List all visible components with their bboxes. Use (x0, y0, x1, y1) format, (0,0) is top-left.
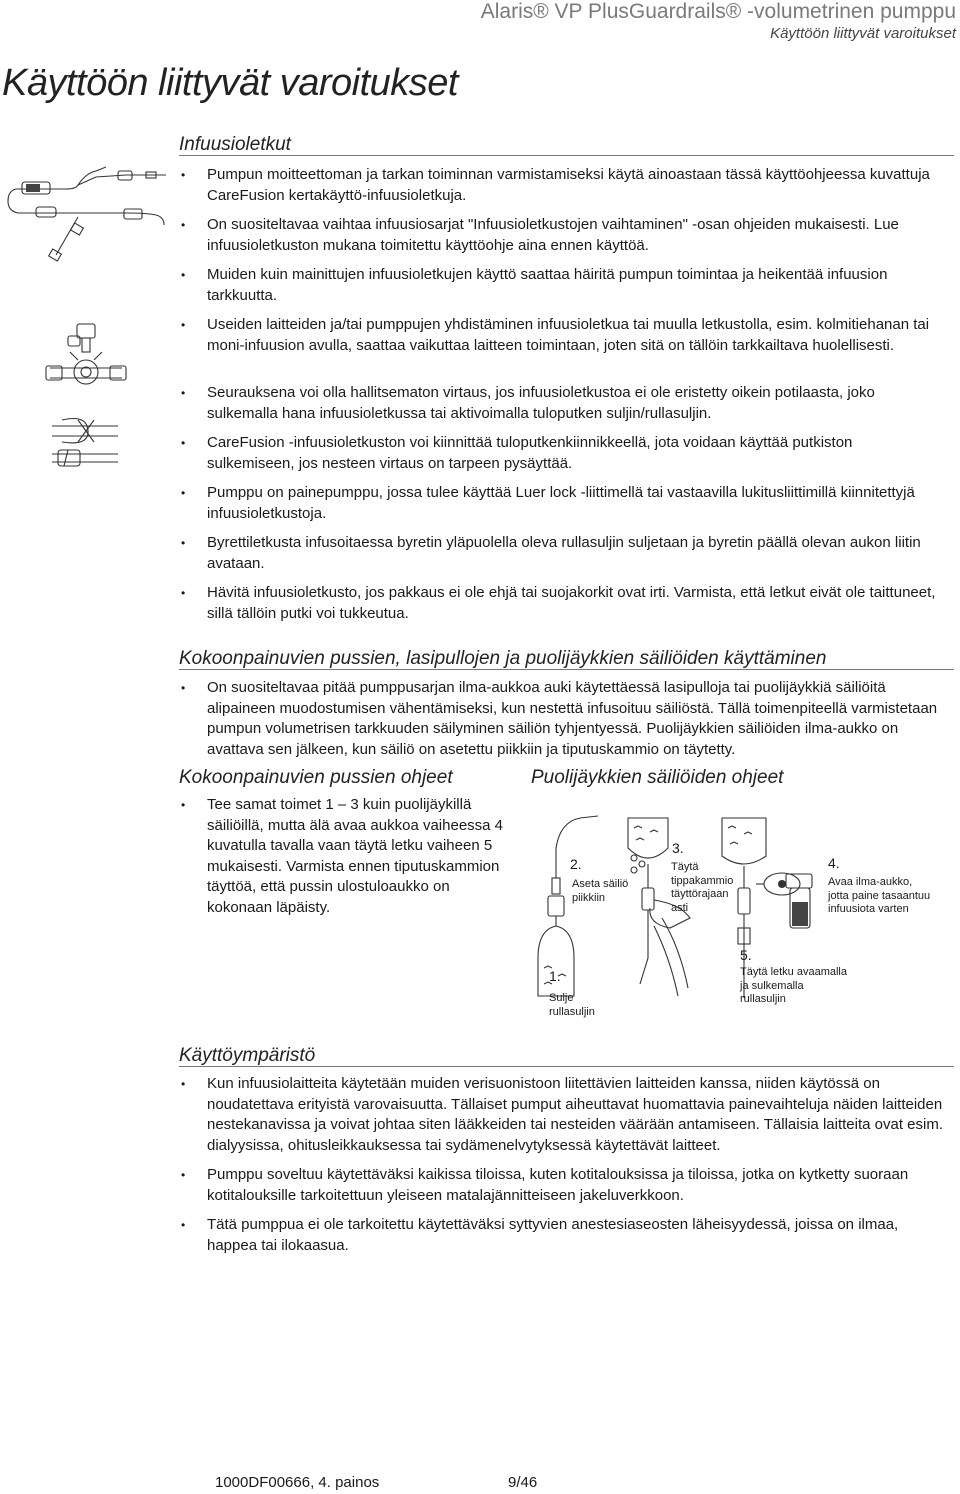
list-item: • Pumppu on painepumppu, jossa tulee käyttää Luer lock -liittimellä tai vastaavilla lukitusliittimillä kiinnitettyjä infuusioletkustoja. (179, 483, 944, 524)
clamp-illustration (48, 412, 124, 470)
list-item: • Tätä pumppua ei ole tarkoitettu käytettäväksi syttyvien anestesiaseosten läheisyydessä, joissa on ilmaa, happea tai ilokaasua. (179, 1215, 944, 1256)
footer-doc-id: 1000DF00666, 4. painos (215, 1474, 380, 1491)
header-section-title: Käyttöön liittyvät varoitukset (770, 25, 956, 42)
footer-page-number: 9/46 (508, 1474, 538, 1491)
page-title: Käyttöön liittyvät varoitukset (2, 62, 458, 104)
list-item: • Tee samat toimet 1 – 3 kuin puolijäykillä säiliöillä, mutta älä avaa aukkoa vaiheessa 4 kuvatulla tavalla vaan täytä letku vaiheen 5 mukaisesti. Varmista ennen tiputuskammion täyttöä, että pussin ulostuloaukko on kokonaan läpäisty. (179, 795, 509, 918)
environment-list (179, 1074, 944, 1256)
list-item: • On suositeltavaa pitää pumppusarjan ilma-aukkoa auki käytettäessä lasipulloja tai puolijäykkiä säiliöitä alipaineen muodostumisen vähentämiseksi, kun nestettä infusoituu säiliöstä. Tällä toimenpiteellä varmistetaan pumpun volumetrisen tarkkuuden säilyminen säiliön tyhjentyessä. Puolijäykkien säiliöiden ilma-aukko on avattava sen jälkeen, kun säiliö on asetettu piikkiin ja tiputuskammio on täytetty. (179, 678, 944, 760)
stopcock-illustration (44, 322, 130, 388)
list-item: • Useiden laitteiden ja/tai pumppujen yhdistäminen infuusioletkua tai muulla letkustolla, esim. kolmitiehanan tai moni-infuusion avulla, saattaa vaikuttaa laitteen toimintaan, joten sitä on tällöin tarkkailtava huolellisesti. (179, 315, 944, 356)
section-divider (179, 1066, 954, 1067)
list-item: • Pumpun moitteettoman ja tarkan toiminnan varmistamiseksi käytä ainoastaan tässä käyttöohjeessa kuvattuja CareFusion kertakäyttö-infuusioletkuja. (179, 165, 944, 206)
step-number: 2. (570, 856, 582, 872)
step-caption: Sulje rullasuljin (549, 992, 595, 1018)
step-caption: Aseta säiliö piikkiin (572, 878, 629, 904)
containers-list (179, 678, 944, 760)
bags-heading: Kokoonpainuvien pussien ohjeet (179, 767, 453, 788)
containers-heading: Kokoonpainuvien pussien, lasipullojen ja puolijäykkien säiliöiden käyttäminen (179, 648, 827, 669)
step-caption: Täytä letku avaamalla ja sulkemalla rullasuljin (740, 966, 847, 1005)
list-item: • Seurauksena voi olla hallitsematon virtaus, jos infuusioletkustoa ei ole eristetty oikein potilaasta, joko sulkemalla hana infuusioletkussa tai aktivoimalla tuloputken suljin/rullasuljin. (179, 383, 944, 424)
step-number: 5. (740, 947, 752, 963)
list-item: • CareFusion -infuusioletkuston voi kiinnittää tuloputkenkiinnikkeellä, jota voidaan käyttää putkiston sulkemiseen, jos nesteen virtaus on tarpeen pysäyttää. (179, 433, 944, 474)
list-item: • Kun infuusiolaitteita käytetään muiden verisuonistoon liitettävien laitteiden kanssa, niiden käytössä on noudatettava erityistä varovaisuutta. Tällaiset pumput aiheuttavat huomattavia painevaihteluja näiden laitteiden nestekanavissa ja voivat johtaa siten lääkkeiden tai nesteiden väärään antamiseen. Tällaisia laitteita ovat esim. dialyysissa, ohitusleikkauksessa tai sydämenelvytyksessä käytettävät laitteet. (179, 1074, 944, 1156)
list-item: • Muiden kuin mainittujen infuusioletkujen käyttö saattaa häiritä pumpun toimintaa ja heikentää infuusion tarkkuutta. (179, 265, 944, 306)
list-item: • Hävitä infuusioletkusto, jos pakkaus ei ole ehjä tai suojakorkit ovat irti. Varmista, että letkut eivät ole taittuneet, sillä tällöin putki voi tukkeutua. (179, 583, 944, 624)
section-divider (179, 669, 954, 670)
environment-heading: Käyttöympäristö (179, 1045, 316, 1066)
bags-list (179, 795, 509, 918)
list-item: • Pumppu soveltuu käytettäväksi kaikissa tiloissa, kuten kotitalouksissa ja tiloissa, jotka on kytketty suoraan kotitalouksille tarkoitettuun yleiseen matalajännitteiseen jakeluverkkoon. (179, 1165, 944, 1206)
infusion-sets-heading: Infuusioletkut (179, 134, 291, 155)
step-caption: Täytä tippakammio täyttörajaan asti (671, 861, 734, 914)
section-divider (179, 155, 954, 156)
infusion-sets-list (179, 165, 944, 624)
step-number: 4. (828, 855, 840, 871)
infusion-set-illustration (6, 155, 174, 267)
step-number: 3. (672, 840, 684, 856)
step-number: 1. (549, 968, 561, 984)
header-product-title: Alaris® VP PlusGuardrails® -volumetrinen pumppu (480, 0, 956, 23)
list-item: • Byrettiletkusta infusoitaessa byretin yläpuolella oleva rullasuljin suljetaan ja byretin päällä olevan aukon liitin avataan. (179, 533, 944, 574)
semirigid-heading: Puolijäykkien säiliöiden ohjeet (531, 767, 784, 788)
step-caption: Avaa ilma-aukko, jotta paine tasaantuu infuusiota varten (828, 876, 931, 915)
list-item: • On suositeltavaa vaihtaa infuusiosarjat "Infuusioletkustojen vaihtaminen" -osan ohjeiden mukaisesti. Lue infuusioletkuston mukana toimitettu käyttöohje aina ennen käyttöä. (179, 215, 944, 256)
